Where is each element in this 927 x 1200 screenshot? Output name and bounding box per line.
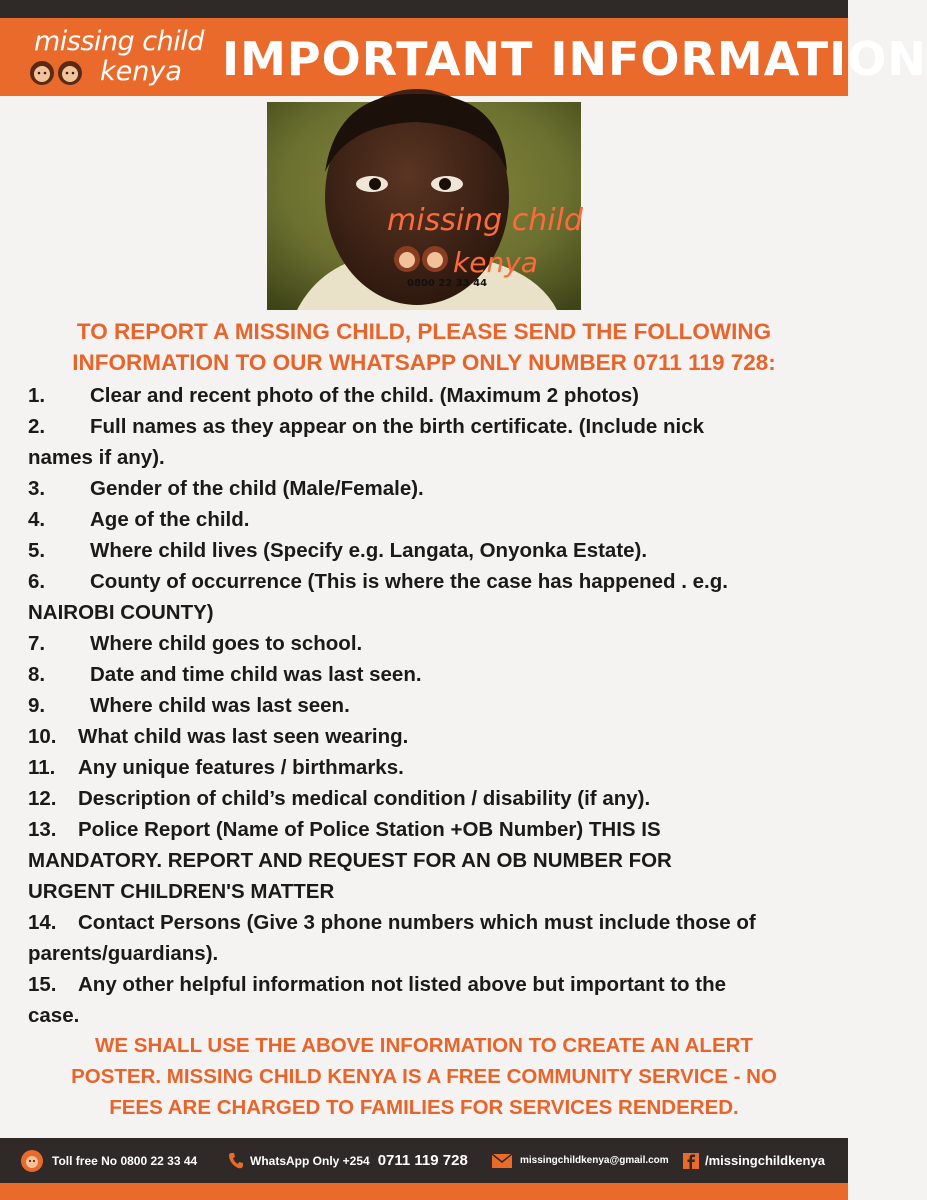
list-item-continuation: NAIROBI COUNTY) bbox=[28, 601, 214, 624]
item-number: 7. bbox=[28, 632, 46, 655]
item-number: 12. bbox=[28, 787, 57, 810]
list-item bbox=[28, 504, 838, 535]
list-item-continuation: URGENT CHILDREN'S MATTER bbox=[28, 880, 335, 903]
item-number: 8. bbox=[28, 663, 46, 686]
list-item bbox=[28, 907, 838, 938]
email-address[interactable]: missingchildkenya@gmail.com bbox=[520, 1155, 669, 1166]
item-text: Police Report (Name of Police Station +OB Number) THIS IS bbox=[78, 818, 661, 841]
item-text: Where child was last seen. bbox=[90, 694, 350, 717]
facebook-contact bbox=[683, 1138, 825, 1183]
item-number: 3. bbox=[28, 477, 46, 500]
report-heading-line2: INFORMATION TO OUR WHATSAPP ONLY NUMBER 0711 119 728: bbox=[72, 350, 776, 375]
item-number: 6. bbox=[28, 570, 46, 593]
email-contact bbox=[492, 1138, 669, 1183]
item-text: Clear and recent photo of the child. (Maximum 2 photos) bbox=[90, 384, 639, 407]
list-item bbox=[28, 628, 838, 659]
item-text: Full names as they appear on the birth certificate. (Include nick bbox=[90, 415, 705, 438]
item-number: 4. bbox=[28, 508, 46, 531]
list-item-continuation: case. bbox=[28, 1004, 80, 1027]
list-item bbox=[28, 814, 838, 845]
list-item-continuation: MANDATORY. REPORT AND REQUEST FOR AN OB NUMBER FOR bbox=[28, 849, 672, 872]
list-item-continuation: names if any). bbox=[28, 446, 165, 469]
footer-contact-bar bbox=[0, 1138, 848, 1183]
list-item bbox=[28, 473, 838, 504]
item-text: Any other helpful information not listed above but important to the bbox=[78, 973, 727, 996]
child-face-icon bbox=[20, 1149, 44, 1173]
closing-line1: WE SHALL USE THE ABOVE INFORMATION TO CREATE AN ALERT bbox=[95, 1034, 753, 1057]
item-text: County of occurrence (This is where the case has happened . e.g. bbox=[90, 570, 728, 593]
item-text: Description of child’s medical condition / disability (if any). bbox=[78, 787, 651, 810]
item-text: Date and time child was last seen. bbox=[90, 663, 422, 686]
closing-line2: POSTER. MISSING CHILD KENYA IS A FREE COMMUNITY SERVICE - NO bbox=[71, 1065, 777, 1088]
tollfree-label: Toll free No 0800 22 33 44 bbox=[52, 1153, 198, 1168]
page-title: IMPORTANT INFORMATION bbox=[222, 32, 927, 86]
item-number: 15. bbox=[28, 973, 57, 996]
list-item bbox=[28, 659, 838, 690]
required-info-list bbox=[28, 380, 838, 1031]
whatsapp-label: WhatsApp Only +254 bbox=[250, 1153, 370, 1168]
logo bbox=[28, 26, 204, 90]
item-text: Any unique features / birthmarks. bbox=[78, 756, 404, 779]
item-number: 13. bbox=[28, 818, 57, 841]
logo-line2: kenya bbox=[100, 56, 182, 87]
report-heading bbox=[0, 316, 848, 378]
tollfree-contact bbox=[20, 1138, 197, 1183]
list-item-continuation: parents/guardians). bbox=[28, 942, 219, 965]
item-text: Where child lives (Specify e.g. Langata, Onyonka Estate). bbox=[90, 539, 648, 562]
item-number: 1. bbox=[28, 384, 46, 407]
list-item bbox=[28, 411, 838, 442]
whatsapp-number[interactable]: 0711 119 728 bbox=[377, 1152, 468, 1169]
item-text: Contact Persons (Give 3 phone numbers which must include those of bbox=[78, 911, 756, 934]
item-number: 11. bbox=[28, 756, 56, 779]
whatsapp-contact bbox=[228, 1138, 468, 1183]
list-item bbox=[28, 969, 838, 1000]
phone-icon bbox=[228, 1152, 244, 1170]
list-item bbox=[28, 380, 838, 411]
item-number: 2. bbox=[28, 415, 46, 438]
item-text: What child was last seen wearing. bbox=[78, 725, 409, 748]
logo-line1: missing child bbox=[34, 26, 204, 57]
closing-line3: FEES ARE CHARGED TO FAMILIES FOR SERVICES RENDERED. bbox=[109, 1096, 739, 1119]
list-item bbox=[28, 690, 838, 721]
item-text: Age of the child. bbox=[90, 508, 250, 531]
list-item bbox=[28, 535, 838, 566]
item-number: 9. bbox=[28, 694, 46, 717]
watermark-phone: 0800 22 33 44 bbox=[407, 278, 488, 289]
report-heading-line1: TO REPORT A MISSING CHILD, PLEASE SEND THE FOLLOWING bbox=[76, 319, 772, 344]
item-number: 5. bbox=[28, 539, 46, 562]
child-photo bbox=[267, 102, 581, 310]
header-banner bbox=[0, 18, 927, 96]
children-faces-icon bbox=[28, 58, 100, 88]
list-item bbox=[28, 721, 838, 752]
bottom-bar bbox=[0, 1183, 848, 1200]
list-item bbox=[28, 752, 838, 783]
item-text: Where child goes to school. bbox=[90, 632, 363, 655]
item-number: 14. bbox=[28, 911, 57, 934]
item-number: 10. bbox=[28, 725, 57, 748]
facebook-handle[interactable]: /missingchildkenya bbox=[705, 1153, 825, 1168]
list-item bbox=[28, 566, 838, 597]
email-icon bbox=[492, 1154, 512, 1168]
item-text: Gender of the child (Male/Female). bbox=[90, 477, 424, 500]
top-bar bbox=[0, 0, 848, 18]
facebook-icon bbox=[683, 1153, 699, 1169]
watermark-line1: missing child bbox=[387, 203, 583, 238]
list-item bbox=[28, 783, 838, 814]
closing-statement bbox=[0, 1030, 848, 1123]
watermark-line2: kenya bbox=[453, 246, 538, 279]
